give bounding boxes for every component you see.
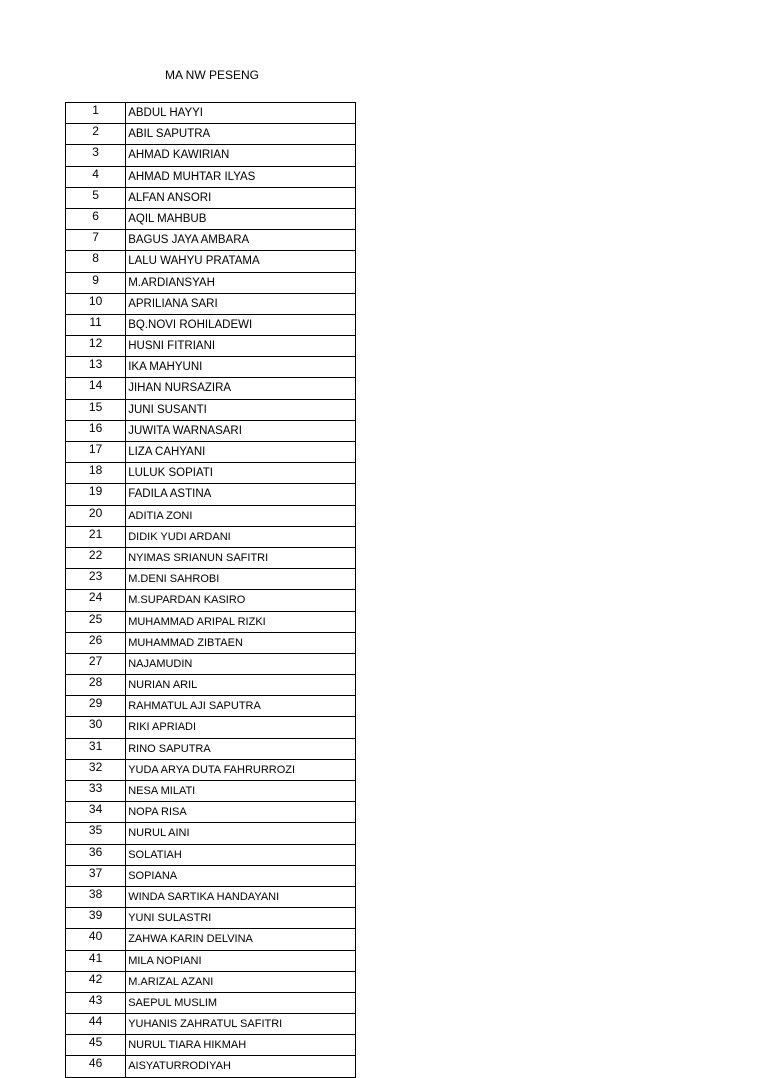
row-number-cell: 32 [66,759,126,780]
student-name-cell: JUWITA WARNASARI [126,420,356,441]
table-row [66,251,356,272]
table-row [66,272,356,293]
student-name-cell: MUHAMMAD ZIBTAEN [126,632,356,653]
table-row [66,230,356,251]
student-list-body [66,103,356,1078]
student-name-cell: HUSNI FITRIANI [126,336,356,357]
table-row [66,759,356,780]
table-row [66,696,356,717]
row-number-cell: 25 [66,611,126,632]
row-number-cell: 14 [66,378,126,399]
table-row [66,950,356,971]
student-name-cell: NESA MILATI [126,781,356,802]
row-number-cell: 29 [66,696,126,717]
row-number-cell: 19 [66,484,126,505]
table-row [66,971,356,992]
row-number-cell: 6 [66,208,126,229]
student-name-cell: M.ARDIANSYAH [126,272,356,293]
row-number-cell: 28 [66,675,126,696]
table-row [66,886,356,907]
student-name-cell: SOLATIAH [126,844,356,865]
student-name-cell: SAEPUL MUSLIM [126,992,356,1013]
student-name-cell: MILA NOPIANI [126,950,356,971]
student-name-cell: YUDA ARYA DUTA FAHRURROZI [126,759,356,780]
student-name-cell: SOPIANA [126,865,356,886]
row-number-cell: 35 [66,823,126,844]
table-row [66,399,356,420]
row-number-cell: 38 [66,886,126,907]
student-name-cell: WINDA SARTIKA HANDAYANI [126,886,356,907]
table-row [66,569,356,590]
table-row [66,357,356,378]
row-number-cell: 40 [66,929,126,950]
table-row [66,611,356,632]
row-number-cell: 30 [66,717,126,738]
table-row [66,463,356,484]
student-name-cell: AQIL MAHBUB [126,208,356,229]
student-name-cell: ZAHWA KARIN DELVINA [126,929,356,950]
student-name-cell: RINO SAPUTRA [126,738,356,759]
student-list-table [65,102,356,1078]
row-number-cell: 45 [66,1035,126,1056]
row-number-cell: 15 [66,399,126,420]
student-name-cell: LALU WAHYU PRATAMA [126,251,356,272]
row-number-cell: 22 [66,547,126,568]
student-name-cell: FADILA ASTINA [126,484,356,505]
row-number-cell: 17 [66,442,126,463]
table-row [66,632,356,653]
table-row [66,590,356,611]
row-number-cell: 8 [66,251,126,272]
row-number-cell: 13 [66,357,126,378]
table-row [66,336,356,357]
student-name-cell: MUHAMMAD ARIPAL RIZKI [126,611,356,632]
row-number-cell: 9 [66,272,126,293]
row-number-cell: 44 [66,1014,126,1035]
table-row [66,547,356,568]
student-name-cell: RIKI APRIADI [126,717,356,738]
student-name-cell: NYIMAS SRIANUN SAFITRI [126,547,356,568]
table-row [66,823,356,844]
table-row [66,208,356,229]
student-name-cell: IKA MAHYUNI [126,357,356,378]
row-number-cell: 46 [66,1056,126,1077]
student-name-cell: BAGUS JAYA AMBARA [126,230,356,251]
student-name-cell: ABDUL HAYYI [126,103,356,124]
row-number-cell: 21 [66,526,126,547]
row-number-cell: 31 [66,738,126,759]
table-row [66,166,356,187]
student-name-cell: RAHMATUL AJI SAPUTRA [126,696,356,717]
row-number-cell: 37 [66,865,126,886]
table-row [66,1035,356,1056]
student-name-cell: LULUK SOPIATI [126,463,356,484]
table-row [66,124,356,145]
student-name-cell: JUNI SUSANTI [126,399,356,420]
row-number-cell: 34 [66,802,126,823]
table-row [66,378,356,399]
student-name-cell: YUNI SULASTRI [126,908,356,929]
student-name-cell: BQ.NOVI ROHILADEWI [126,314,356,335]
student-name-cell: YUHANIS ZAHRATUL SAFITRI [126,1014,356,1035]
document-title: MA NW PESENG [165,68,260,82]
student-name-cell: M.ARIZAL AZANI [126,971,356,992]
table-row [66,844,356,865]
row-number-cell: 23 [66,569,126,590]
student-name-cell: DIDIK YUDI ARDANI [126,526,356,547]
student-name-cell: ALFAN ANSORI [126,187,356,208]
row-number-cell: 27 [66,653,126,674]
table-row [66,781,356,802]
student-name-cell: AISYATURRODIYAH [126,1056,356,1077]
table-row [66,1056,356,1077]
student-name-cell: AHMAD MUHTAR ILYAS [126,166,356,187]
row-number-cell: 41 [66,950,126,971]
table-row [66,717,356,738]
row-number-cell: 42 [66,971,126,992]
student-name-cell: NURIAN ARIL [126,675,356,696]
student-name-cell: JIHAN NURSAZIRA [126,378,356,399]
row-number-cell: 18 [66,463,126,484]
row-number-cell: 7 [66,230,126,251]
row-number-cell: 11 [66,314,126,335]
student-name-cell: NURUL AINI [126,823,356,844]
row-number-cell: 5 [66,187,126,208]
student-name-cell: ADITIA ZONI [126,505,356,526]
table-row [66,802,356,823]
table-row [66,505,356,526]
row-number-cell: 1 [66,103,126,124]
table-row [66,992,356,1013]
row-number-cell: 16 [66,420,126,441]
table-row [66,314,356,335]
row-number-cell: 3 [66,145,126,166]
student-name-cell: AHMAD KAWIRIAN [126,145,356,166]
row-number-cell: 43 [66,992,126,1013]
student-name-cell: M.DENI SAHROBI [126,569,356,590]
table-row [66,526,356,547]
row-number-cell: 10 [66,293,126,314]
student-name-cell: ABIL SAPUTRA [126,124,356,145]
row-number-cell: 26 [66,632,126,653]
table-row [66,484,356,505]
table-row [66,738,356,759]
row-number-cell: 4 [66,166,126,187]
student-name-cell: NAJAMUDIN [126,653,356,674]
table-row [66,929,356,950]
student-name-cell: M.SUPARDAN KASIRO [126,590,356,611]
table-row [66,442,356,463]
row-number-cell: 39 [66,908,126,929]
table-row [66,187,356,208]
student-name-cell: LIZA CAHYANI [126,442,356,463]
row-number-cell: 12 [66,336,126,357]
table-row [66,675,356,696]
table-row [66,145,356,166]
table-row [66,420,356,441]
table-row [66,103,356,124]
row-number-cell: 20 [66,505,126,526]
row-number-cell: 2 [66,124,126,145]
table-row [66,1014,356,1035]
student-name-cell: NOPA RISA [126,802,356,823]
row-number-cell: 33 [66,781,126,802]
student-name-cell: APRILIANA SARI [126,293,356,314]
row-number-cell: 36 [66,844,126,865]
table-row [66,908,356,929]
row-number-cell: 24 [66,590,126,611]
table-row [66,865,356,886]
table-row [66,653,356,674]
table-row [66,293,356,314]
student-name-cell: NURUL TIARA HIKMAH [126,1035,356,1056]
